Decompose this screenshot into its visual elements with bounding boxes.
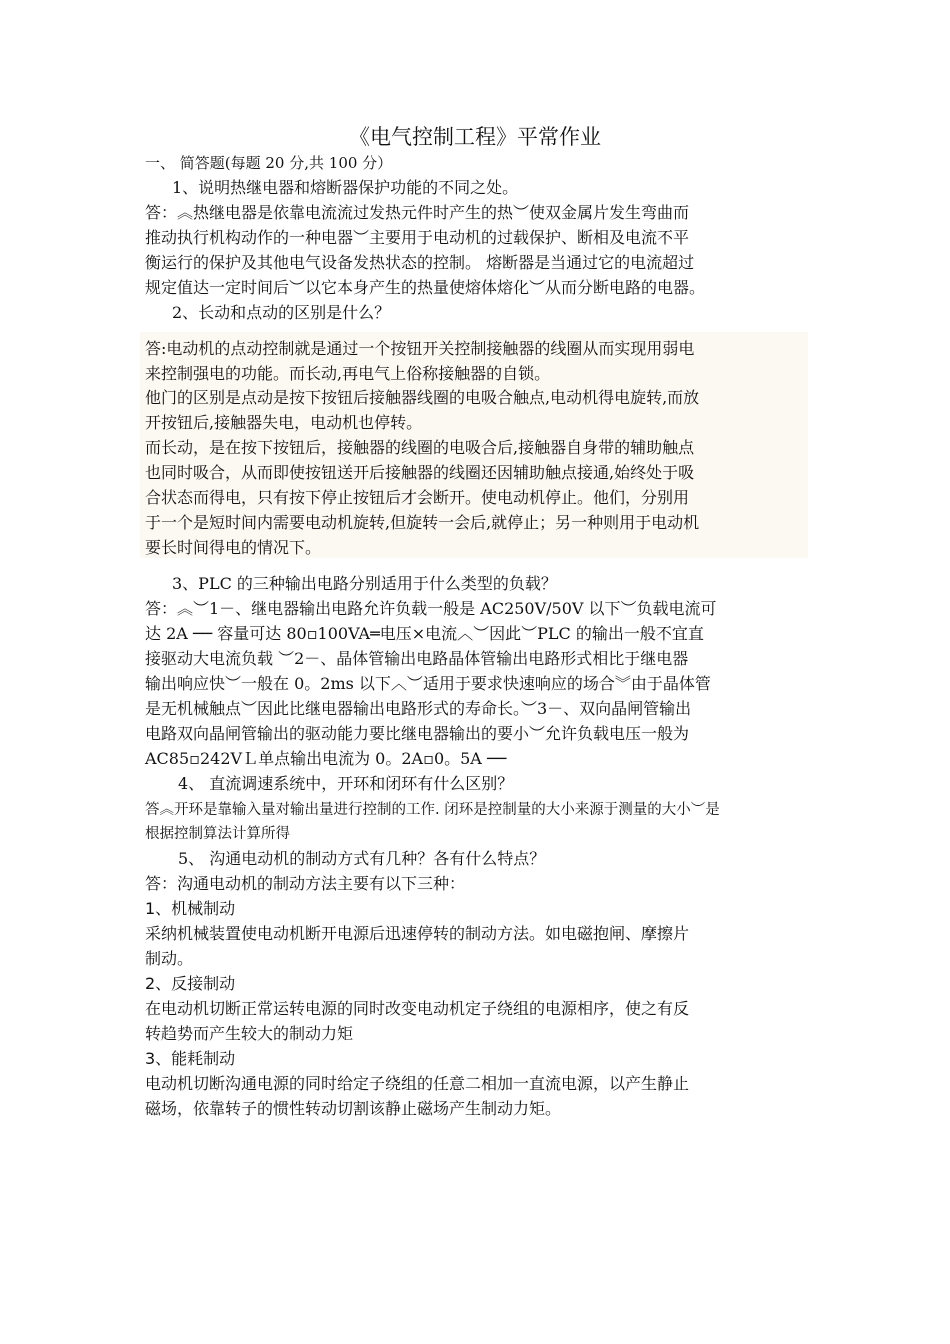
answer-2-line: 也同时吸合，从而即使按钮送开后接触器的线圈还因辅助触点接通,始终处于吸: [145, 463, 695, 482]
question-1: 1、说明热继电器和熔断器保护功能的不同之处。: [172, 178, 519, 197]
answer-1-line: 衡运行的保护及其他电气设备发热状态的控制。 熔断器是当通过它的电流超过: [145, 253, 695, 272]
answer-4-line: 答︽开环是靠输入量对输出量进行控制的工作. 闭环是控制量的大小来源于测量的大小︶是: [145, 802, 720, 818]
answer-3-line: 是无机械触点︶因此比继电器输出电路形式的寿命长。︶3－、双向晶闸管输出: [145, 699, 692, 718]
answer-3-line: 接驱动大电流负载 ︶2－、晶体管输出电路晶体管输出电路形式相比于继电器: [145, 649, 689, 668]
answer-2-line: 而长动，是在按下按钮后，接触器的线圈的电吸合后,接触器自身带的辅助触点: [145, 438, 695, 457]
answer-3-line: 电路双向晶闸管输出的驱动能力要比继电器输出的要小︶允许负载电压一般为: [145, 724, 690, 743]
answer-3-line: 达 2A ── 容量可达 80▫100VA═电压×电流︿︶因此︶PLC 的输出一般不宜直: [145, 624, 704, 643]
answer-2-line: 要长时间得电的情况下。: [145, 538, 322, 557]
answer-2-line: 答:电动机的点动控制就是通过一个按钮开关控制接触器的线圈从而实现用弱电: [145, 339, 695, 358]
section-heading: 一、 简答题(每题 20 分,共 100 分）: [145, 154, 393, 172]
method-3-text: 电动机切断沟通电源的同时给定子绕组的任意二相加一直流电源，以产生静止: [145, 1074, 690, 1093]
question-4: 4、 直流调速系统中，开环和闭环有什么区别？: [178, 774, 514, 793]
answer-1-line: 答：︽热继电器是依靠电流流过发热元件时产生的热︶使双金属片发生弯曲而: [145, 203, 690, 222]
question-5: 5、 沟通电动机的制动方式有几种？各有什么特点？: [178, 849, 546, 868]
question-2: 2、长动和点动的区别是什么？: [172, 303, 391, 322]
answer-3-line: 答：︽︶1－、继电器输出电路允许负载一般是 AC250V/50V 以下︶负载电流可: [145, 599, 717, 618]
answer-1-line: 推动执行机构动作的一种电器︶主要用于电动机的过载保护、断相及电流不平: [145, 228, 690, 247]
method-2-text: 在电动机切断正常运转电源的同时改变电动机定子绕组的电源相序，使之有反: [145, 999, 690, 1018]
answer-2-line: 开按钮后,接触器失电，电动机也停转。: [145, 413, 423, 432]
method-3-text: 磁场，依靠转子的惯性转动切割该静止磁场产生制动力矩。: [145, 1099, 562, 1118]
method-1-text: 制动。: [145, 949, 194, 968]
answer-3-line: AC85▫242VＬ单点输出电流为 0。2A▫0。5A ──: [145, 749, 507, 768]
answer-2-line: 来控制强电的功能。而长动,再电气上俗称接触器的自锁。: [145, 364, 551, 383]
method-2-heading: 2、反接制动: [145, 974, 236, 993]
question-3: 3、PLC 的三种输出电路分别适用于什么类型的负载？: [172, 574, 557, 593]
answer-2-line: 他门的区别是点动是按下按钮后接触器线圈的电吸合触点,电动机得电旋转,而放: [145, 388, 700, 407]
document-title: 《电气控制工程》平常作业: [349, 125, 601, 149]
method-2-text: 转趋势而产生较大的制动力矩: [145, 1024, 354, 1043]
answer-2-line: 合状态而得电，只有按下停止按钮后才会断开。使电动机停止。他们，分别用: [145, 488, 690, 507]
answer-5-intro: 答：沟通电动机的制动方法主要有以下三种：: [145, 874, 466, 893]
answer-1-line: 规定值达一定时间后︶以它本身产生的热量使熔体熔化︶从而分断电路的电器。: [145, 278, 706, 297]
method-1-text: 采纳机械装置使电动机断开电源后迅速停转的制动方法。如电磁抱闸、摩擦片: [145, 924, 690, 943]
answer-2-line: 于一个是短时间内需要电动机旋转,但旋转一会后,就停止；另一种则用于电动机: [145, 513, 700, 532]
answer-4-line: 根据控制算法计算所得: [145, 826, 290, 842]
answer-3-line: 输出响应快︶一般在 0。2ms 以下︿︶适用于要求快速响应的场合︾由于晶体管: [145, 674, 711, 693]
method-3-heading: 3、能耗制动: [145, 1049, 236, 1068]
method-1-heading: 1、机械制动: [145, 899, 236, 918]
